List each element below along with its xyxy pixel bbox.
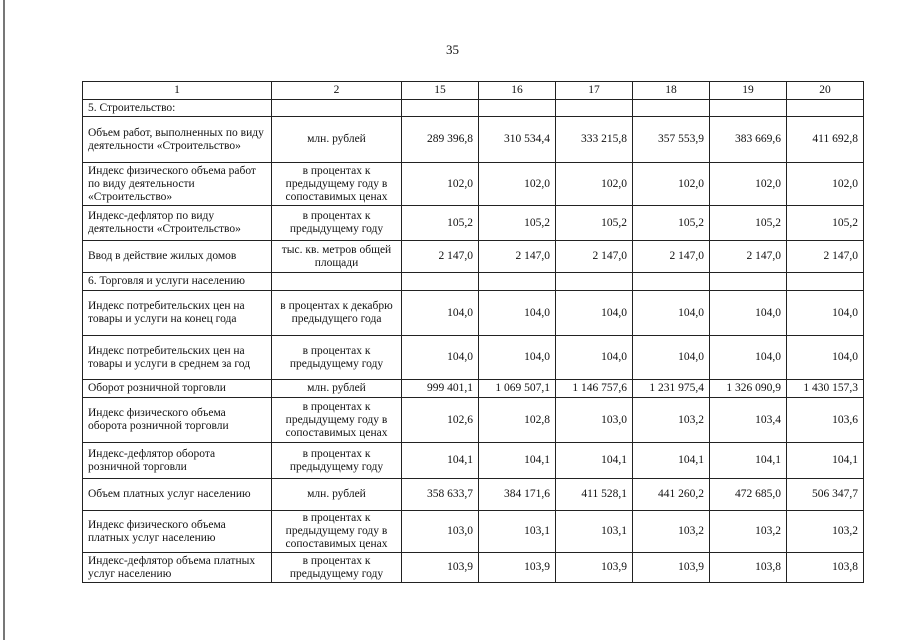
value-cell: 103,8: [710, 553, 787, 583]
value-cell: 1 430 157,3: [787, 380, 864, 398]
unit-cell: млн. рублей: [272, 380, 402, 398]
empty-cell: [402, 100, 479, 117]
value-cell: 103,9: [402, 553, 479, 583]
value-cell: 104,1: [402, 443, 479, 479]
value-cell: 441 260,2: [633, 479, 710, 511]
value-cell: 506 347,7: [787, 479, 864, 511]
value-cell: 102,0: [787, 163, 864, 206]
table-row: [83, 241, 864, 273]
indicator-name: Индекс потребительских цен на товары и услуги на конец года: [83, 291, 272, 336]
table-row: [83, 117, 864, 163]
table-row: [83, 398, 864, 443]
value-cell: 384 171,6: [479, 479, 556, 511]
value-cell: 472 685,0: [710, 479, 787, 511]
value-cell: 1 326 090,9: [710, 380, 787, 398]
header-cell: 1: [83, 82, 272, 100]
unit-cell: в процентах к предыдущему году в сопоставимых ценах: [272, 163, 402, 206]
value-cell: 1 231 975,4: [633, 380, 710, 398]
indicator-name: Индекс-дефлятор оборота розничной торговли: [83, 443, 272, 479]
value-cell: 102,0: [479, 163, 556, 206]
value-cell: 104,1: [633, 443, 710, 479]
value-cell: 103,9: [633, 553, 710, 583]
value-cell: 104,1: [556, 443, 633, 479]
value-cell: 104,1: [787, 443, 864, 479]
value-cell: 2 147,0: [710, 241, 787, 273]
value-cell: 105,2: [479, 206, 556, 241]
table-row: [83, 380, 864, 398]
empty-cell: [402, 273, 479, 291]
value-cell: 358 633,7: [402, 479, 479, 511]
value-cell: 2 147,0: [479, 241, 556, 273]
empty-cell: [710, 273, 787, 291]
empty-cell: [556, 273, 633, 291]
indicator-name: Объем работ, выполненных по виду деятельности «Строительство»: [83, 117, 272, 163]
value-cell: 102,0: [633, 163, 710, 206]
value-cell: 102,8: [479, 398, 556, 443]
indicator-name: Индекс потребительских цен на товары и услуги в среднем за год: [83, 336, 272, 380]
indicator-name: Индекс-дефлятор по виду деятельности «Строительство»: [83, 206, 272, 241]
value-cell: 2 147,0: [402, 241, 479, 273]
section-row: [83, 100, 864, 117]
empty-cell: [787, 273, 864, 291]
value-cell: 105,2: [556, 206, 633, 241]
value-cell: 104,0: [787, 291, 864, 336]
value-cell: 104,0: [710, 336, 787, 380]
table-row: [83, 511, 864, 553]
table-row: [83, 553, 864, 583]
value-cell: 333 215,8: [556, 117, 633, 163]
header-cell: 19: [710, 82, 787, 100]
indicator-name: Индекс физического объема платных услуг населению: [83, 511, 272, 553]
unit-cell: млн. рублей: [272, 479, 402, 511]
value-cell: 102,0: [556, 163, 633, 206]
value-cell: 2 147,0: [633, 241, 710, 273]
margin-rule: [3, 0, 5, 640]
indicator-name: Индекс-дефлятор объема платных услуг населению: [83, 553, 272, 583]
value-cell: 104,0: [402, 336, 479, 380]
value-cell: 999 401,1: [402, 380, 479, 398]
header-cell: 16: [479, 82, 556, 100]
table-row: [83, 443, 864, 479]
value-cell: 411 692,8: [787, 117, 864, 163]
value-cell: 103,2: [633, 511, 710, 553]
header-cell: 17: [556, 82, 633, 100]
header-cell: 2: [272, 82, 402, 100]
value-cell: 1 146 757,6: [556, 380, 633, 398]
section-title: 5. Строительство:: [83, 100, 272, 117]
value-cell: 103,1: [479, 511, 556, 553]
empty-cell: [272, 100, 402, 117]
empty-cell: [633, 273, 710, 291]
value-cell: 103,4: [710, 398, 787, 443]
value-cell: 103,9: [479, 553, 556, 583]
value-cell: 104,0: [787, 336, 864, 380]
value-cell: 383 669,6: [710, 117, 787, 163]
section-title: 6. Торговля и услуги населению: [83, 273, 272, 291]
value-cell: 105,2: [633, 206, 710, 241]
value-cell: 104,0: [633, 336, 710, 380]
value-cell: 104,0: [556, 336, 633, 380]
value-cell: 104,0: [479, 336, 556, 380]
table-row: [83, 291, 864, 336]
value-cell: 104,1: [479, 443, 556, 479]
header-cell: 18: [633, 82, 710, 100]
table-row: [83, 206, 864, 241]
indicator-name: Ввод в действие жилых домов: [83, 241, 272, 273]
table-row: [83, 479, 864, 511]
value-cell: 102,0: [710, 163, 787, 206]
unit-cell: в процентах к декабрю предыдущего года: [272, 291, 402, 336]
value-cell: 104,0: [633, 291, 710, 336]
unit-cell: в процентах к предыдущему году: [272, 336, 402, 380]
unit-cell: в процентах к предыдущему году: [272, 206, 402, 241]
value-cell: 103,1: [556, 511, 633, 553]
empty-cell: [633, 100, 710, 117]
indicator-name: Индекс физического объема оборота розничной торговли: [83, 398, 272, 443]
value-cell: 104,1: [710, 443, 787, 479]
header-row: [83, 82, 864, 100]
indicator-name: Объем платных услуг населению: [83, 479, 272, 511]
empty-cell: [787, 100, 864, 117]
value-cell: 103,0: [402, 511, 479, 553]
unit-cell: в процентах к предыдущему году: [272, 443, 402, 479]
unit-cell: в процентах к предыдущему году: [272, 553, 402, 583]
value-cell: 104,0: [402, 291, 479, 336]
empty-cell: [272, 273, 402, 291]
unit-cell: в процентах к предыдущему году в сопоставимых ценах: [272, 398, 402, 443]
indicator-name: Индекс физического объема работ по виду деятельности «Строительство»: [83, 163, 272, 206]
header-cell: 15: [402, 82, 479, 100]
unit-cell: млн. рублей: [272, 117, 402, 163]
value-cell: 104,0: [556, 291, 633, 336]
unit-cell: в процентах к предыдущему году в сопоставимых ценах: [272, 511, 402, 553]
value-cell: 357 553,9: [633, 117, 710, 163]
value-cell: 2 147,0: [787, 241, 864, 273]
value-cell: 103,9: [556, 553, 633, 583]
value-cell: 105,2: [787, 206, 864, 241]
unit-cell: тыс. кв. метров общей площади: [272, 241, 402, 273]
value-cell: 103,2: [710, 511, 787, 553]
value-cell: 104,0: [710, 291, 787, 336]
value-cell: 411 528,1: [556, 479, 633, 511]
value-cell: 102,6: [402, 398, 479, 443]
value-cell: 103,6: [787, 398, 864, 443]
value-cell: 104,0: [479, 291, 556, 336]
value-cell: 103,8: [787, 553, 864, 583]
value-cell: 2 147,0: [556, 241, 633, 273]
value-cell: 103,0: [556, 398, 633, 443]
section-row: [83, 273, 864, 291]
value-cell: 105,2: [402, 206, 479, 241]
value-cell: 103,2: [633, 398, 710, 443]
header-cell: 20: [787, 82, 864, 100]
value-cell: 289 396,8: [402, 117, 479, 163]
page-number: 35: [446, 42, 459, 57]
empty-cell: [479, 273, 556, 291]
empty-cell: [479, 100, 556, 117]
forecast-table: [82, 81, 864, 583]
empty-cell: [556, 100, 633, 117]
value-cell: 103,2: [787, 511, 864, 553]
value-cell: 1 069 507,1: [479, 380, 556, 398]
value-cell: 102,0: [402, 163, 479, 206]
empty-cell: [710, 100, 787, 117]
table-row: [83, 336, 864, 380]
value-cell: 310 534,4: [479, 117, 556, 163]
table-row: [83, 163, 864, 206]
indicator-name: Оборот розничной торговли: [83, 380, 272, 398]
value-cell: 105,2: [710, 206, 787, 241]
